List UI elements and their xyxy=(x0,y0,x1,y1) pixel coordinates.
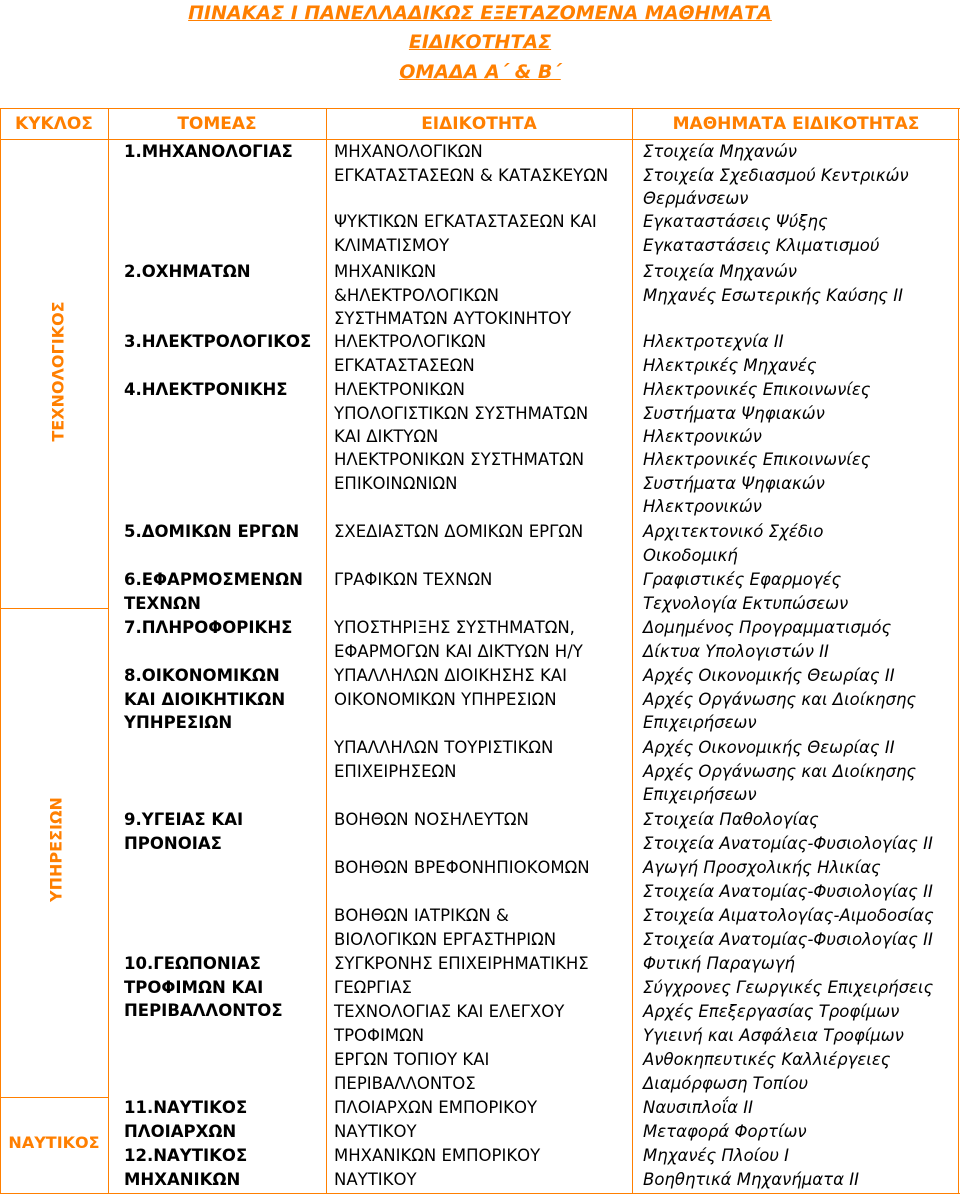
subject-line: Θερμάνσεων xyxy=(643,189,749,208)
specialty-line: ΜΗΧΑΝΟΛΟΓΙΚΩΝ xyxy=(334,142,483,161)
tomeas-line: ΤΕΧΝΩΝ xyxy=(124,593,201,613)
subject-line: Στοιχεία Μηχανών xyxy=(643,142,798,161)
subject-line: Μηχανές Πλοίου Ι xyxy=(643,1146,790,1165)
tomeas-line: ΠΕΡΙΒΑΛΛΟΝΤΟΣ xyxy=(124,1001,283,1020)
subject-line: Δομημένος Προγραμματισμός xyxy=(643,618,892,637)
specialty-line: ΥΠΑΛΛΗΛΩΝ ΔΙΟΙΚΗΣΗΣ ΚΑΙ xyxy=(334,666,567,685)
specialty-line: ΓΕΩΡΓΙΑΣ xyxy=(334,977,412,997)
tomeas-line: ΠΡΟΝΟΙΑΣ xyxy=(124,833,222,853)
title-line-2: ΕΙΔΙΚΟΤΗΤΑΣ xyxy=(408,31,552,53)
specialty-line: ΝΑΥΤΙΚΟΥ xyxy=(334,1169,417,1189)
subject-line: Στοιχεία Μηχανών xyxy=(643,262,798,281)
specialty-line: ΕΡΓΩΝ ΤΟΠΙΟΥ ΚΑΙ xyxy=(334,1050,490,1069)
grid-line xyxy=(0,1097,108,1098)
subject-line: Ανθοκηπευτικές Καλλιέργειες xyxy=(643,1050,891,1069)
specialty-line: ΣΥΓΚΡΟΝΗΣ ΕΠΙΧΕΙΡΗΜΑΤΙΚΗΣ xyxy=(334,954,589,973)
subject-line: Επιχειρήσεων xyxy=(643,785,757,804)
specialty-line: ΒΙΟΛΟΓΙΚΩΝ ΕΡΓΑΣΤΗΡΙΩΝ xyxy=(334,929,557,949)
subject-line: Φυτική Παραγωγή xyxy=(643,954,795,973)
specialty-line: ΠΕΡΙΒΑΛΛΟΝΤΟΣ xyxy=(334,1073,476,1093)
grid-line xyxy=(632,108,633,1193)
specialty-line: ΣΧΕΔΙΑΣΤΩΝ ΔΟΜΙΚΩΝ ΕΡΓΩΝ xyxy=(334,522,584,541)
specialty-line: ΒΟΗΘΩΝ ΝΟΣΗΛΕΥΤΩΝ xyxy=(334,810,529,829)
subject-line: Βοηθητικά Μηχανήματα ΙΙ xyxy=(643,1169,859,1189)
tomeas-line: 6.ΕΦΑΡΜΟΣΜΕΝΩΝ xyxy=(124,570,303,589)
subject-line: Στοιχεία Ανατομίας-Φυσιολογίας ΙΙ xyxy=(643,929,933,949)
subject-line: Υγιεινή και Ασφάλεια Τροφίμων xyxy=(643,1025,904,1045)
subject-line: Εγκαταστάσεις Κλιματισμού xyxy=(643,235,880,255)
kyklos-naftikos: ΝΑΥΤΙΚΟΣ xyxy=(8,1133,100,1152)
specialty-line: ΗΛΕΚΤΡΟΛΟΓΙΚΩΝ xyxy=(334,332,487,351)
specialty-line: ΕΓΚΑΤΑΣΤΑΣΕΩΝ & ΚΑΤΑΣΚΕΥΩΝ xyxy=(334,165,609,185)
tomeas-line: 7.ΠΛΗΡΟΦΟΡΙΚΗΣ xyxy=(124,618,293,637)
specialty-line: ΒΟΗΘΩΝ ΙΑΤΡΙΚΩΝ & xyxy=(334,906,509,925)
grid-line xyxy=(958,108,959,1193)
tomeas-line: ΤΡΟΦΙΜΩΝ ΚΑΙ xyxy=(124,977,264,997)
subject-line: Στοιχεία Σχεδιασμού Κεντρικών xyxy=(643,165,909,185)
subject-line: Αρχές Οργάνωσης και Διοίκησης xyxy=(643,689,917,709)
subject-line: Αρχές Οικονομικής Θεωρίας ΙΙ xyxy=(643,666,895,685)
tomeas-line: ΠΛΟΙΑΡΧΩΝ xyxy=(124,1121,237,1141)
specialty-line: ΨΥΚΤΙΚΩΝ ΕΓΚΑΤΑΣΤΑΣΕΩΝ ΚΑΙ xyxy=(334,212,597,231)
header-tomeas: ΤΟΜΕΑΣ xyxy=(177,114,257,134)
tomeas-line: 4.ΗΛΕΚΤΡΟΝΙΚΗΣ xyxy=(124,380,288,399)
specialty-line: ΣΥΣΤΗΜΑΤΩΝ ΑΥΤΟΚΙΝΗΤΟΥ xyxy=(334,309,572,328)
subject-line: Ηλεκτρικές Μηχανές xyxy=(643,355,817,375)
grid-line xyxy=(0,1193,960,1194)
specialty-line: ΜΗΧΑΝΙΚΩΝ ΕΜΠΟΡΙΚΟΥ xyxy=(334,1146,541,1165)
tomeas-line: 12.ΝΑΥΤΙΚΟΣ xyxy=(124,1146,248,1165)
subject-line: Συστήματα Ψηφιακών xyxy=(643,473,825,493)
tomeas-line: ΜΗΧΑΝΙΚΩΝ xyxy=(124,1169,241,1189)
tomeas-line: 1.ΜΗΧΑΝΟΛΟΓΙΑΣ xyxy=(124,142,293,161)
subject-line: Γραφιστικές Εφαρμογές xyxy=(643,570,842,589)
specialty-line: ΟΙΚΟΝΟΜΙΚΩΝ ΥΠΗΡΕΣΙΩΝ xyxy=(334,689,557,709)
subject-line: Εγκαταστάσεις Ψύξης xyxy=(643,212,828,231)
specialty-line: ΕΦΑΡΜΟΓΩΝ ΚΑΙ ΔΙΚΤΥΩΝ Η/Υ xyxy=(334,641,583,661)
kyklos-ypiresion: ΥΠΗΡΕΣΙΩΝ xyxy=(46,797,66,902)
specialty-line: ΤΡΟΦΙΜΩΝ xyxy=(334,1025,425,1045)
tomeas-line: 11.ΝΑΥΤΙΚΟΣ xyxy=(124,1098,248,1117)
subject-line: Αρχές Οργάνωσης και Διοίκησης xyxy=(643,761,917,781)
grid-line xyxy=(108,108,109,1193)
subject-line: Συστήματα Ψηφιακών xyxy=(643,403,825,423)
kyklos-technologikos: ΤΕΧΝΟΛΟΓΙΚΟΣ xyxy=(48,301,68,442)
subject-line: Αρχιτεκτονικό Σχέδιο xyxy=(643,522,824,541)
tomeas-line: ΥΠΗΡΕΣΙΩΝ xyxy=(124,713,233,732)
specialty-line: ΠΛΟΙΑΡΧΩΝ ΕΜΠΟΡΙΚΟΥ xyxy=(334,1098,538,1117)
grid-line xyxy=(0,608,108,609)
subject-line: Ηλεκτρονικές Επικοινωνίες xyxy=(643,450,871,469)
tomeas-line: 10.ΓΕΩΠΟΝΙΑΣ xyxy=(124,954,261,973)
subject-line: Αγωγή Προσχολικής Ηλικίας xyxy=(643,858,881,877)
subject-line: Διαμόρφωση Τοπίου xyxy=(643,1073,809,1093)
grid-line xyxy=(0,108,1,1193)
subject-line: Σύγχρονες Γεωργικές Επιχειρήσεις xyxy=(643,977,934,997)
specialty-line: ΚΑΙ ΔΙΚΤΥΩΝ xyxy=(334,427,439,446)
subject-line: Επιχειρήσεων xyxy=(643,713,757,732)
specialty-line: ΝΑΥΤΙΚΟΥ xyxy=(334,1121,417,1141)
tomeas-line: 9.ΥΓΕΙΑΣ ΚΑΙ xyxy=(124,810,244,829)
tomeas-line: 8.ΟΙΚΟΝΟΜΙΚΩΝ xyxy=(124,666,280,685)
subject-line: Ηλεκτροτεχνία ΙΙ xyxy=(643,332,784,351)
subject-line: Αρχές Οικονομικής Θεωρίας ΙΙ xyxy=(643,738,895,757)
tomeas-line: 5.ΔΟΜΙΚΩΝ ΕΡΓΩΝ xyxy=(124,522,300,541)
title-line-3: ΟΜΑΔΑ Α΄ & Β΄ xyxy=(399,61,561,83)
grid-line xyxy=(326,108,327,1193)
header-kyklos: ΚΥΚΛΟΣ xyxy=(15,114,93,134)
subject-line: Στοιχεία Ανατομίας-Φυσιολογίας ΙΙ xyxy=(643,881,933,901)
tomeas-line: 3.ΗΛΕΚΤΡΟΛΟΓΙΚΟΣ xyxy=(124,332,312,351)
specialty-line: ΜΗΧΑΝΙΚΩΝ xyxy=(334,262,437,281)
subject-line: Μεταφορά Φορτίων xyxy=(643,1121,807,1141)
header-mathimata: ΜΑΘΗΜΑΤΑ ΕΙΔΙΚΟΤΗΤΑΣ xyxy=(672,114,920,134)
tomeas-line: 2.ΟΧΗΜΑΤΩΝ xyxy=(124,262,251,281)
subject-line: Ηλεκτρονικών xyxy=(643,497,762,516)
specialty-line: ΗΛΕΚΤΡΟΝΙΚΩΝ xyxy=(334,380,465,399)
subject-line: Μηχανές Εσωτερικής Καύσης ΙΙ xyxy=(643,285,903,305)
specialty-line: ΕΓΚΑΤΑΣΤΑΣΕΩΝ xyxy=(334,355,475,375)
specialty-line: ΒΟΗΘΩΝ ΒΡΕΦΟΝΗΠΙΟΚΟΜΩΝ xyxy=(334,858,590,877)
subject-line: Στοιχεία Ανατομίας-Φυσιολογίας ΙΙ xyxy=(643,833,933,853)
subject-line: Δίκτυα Υπολογιστών ΙΙ xyxy=(643,641,829,661)
subject-line: Αρχές Επεξεργασίας Τροφίμων xyxy=(643,1002,900,1021)
specialty-line: &ΗΛΕΚΤΡΟΛΟΓΙΚΩΝ xyxy=(334,285,499,305)
specialty-line: ΤΕΧΝΟΛΟΓΙΑΣ ΚΑΙ ΕΛΕΓΧΟΥ xyxy=(334,1002,565,1021)
specialty-line: ΕΠΙΚΟΙΝΩΝΙΩΝ xyxy=(334,473,458,493)
title-line-1: ΠΙΝΑΚΑΣ Ι ΠΑΝΕΛΛΑΔΙΚΩΣ ΕΞΕΤΑΖΟΜΕΝΑ ΜΑΘΗΜΑΤΑ xyxy=(188,2,772,24)
subject-line: Στοιχεία Αιματολογίας-Αιμοδοσίας xyxy=(643,906,934,925)
subject-line: Ηλεκτρονικές Επικοινωνίες xyxy=(643,380,871,399)
specialty-line: ΚΛΙΜΑΤΙΣΜΟΥ xyxy=(334,235,450,255)
subject-line: Οικοδομική xyxy=(643,545,738,565)
table-header xyxy=(0,108,960,140)
specialty-line: ΥΠΟΛΟΓΙΣΤΙΚΩΝ ΣΥΣΤΗΜΑΤΩΝ xyxy=(334,403,589,423)
subject-line: Ηλεκτρονικών xyxy=(643,427,762,446)
tomeas-line: ΚΑΙ ΔΙΟΙΚΗΤΙΚΩΝ xyxy=(124,689,286,709)
subject-line: Τεχνολογία Εκτυπώσεων xyxy=(643,593,849,613)
header-eidikotita: ΕΙΔΙΚΟΤΗΤΑ xyxy=(421,114,537,134)
specialty-line: ΕΠΙΧΕΙΡΗΣΕΩΝ xyxy=(334,761,457,781)
specialty-line: ΓΡΑΦΙΚΩΝ ΤΕΧΝΩΝ xyxy=(334,570,493,589)
specialty-line: ΥΠΟΣΤΗΡΙΞΗΣ ΣΥΣΤΗΜΑΤΩΝ, xyxy=(334,618,575,637)
subject-line: Στοιχεία Παθολογίας xyxy=(643,810,819,829)
subject-line: Ναυσιπλοΐα ΙΙ xyxy=(643,1098,754,1117)
specialty-line: ΗΛΕΚΤΡΟΝΙΚΩΝ ΣΥΣΤΗΜΑΤΩΝ xyxy=(334,450,585,469)
specialty-line: ΥΠΑΛΛΗΛΩΝ ΤΟΥΡΙΣΤΙΚΩΝ xyxy=(334,738,554,757)
